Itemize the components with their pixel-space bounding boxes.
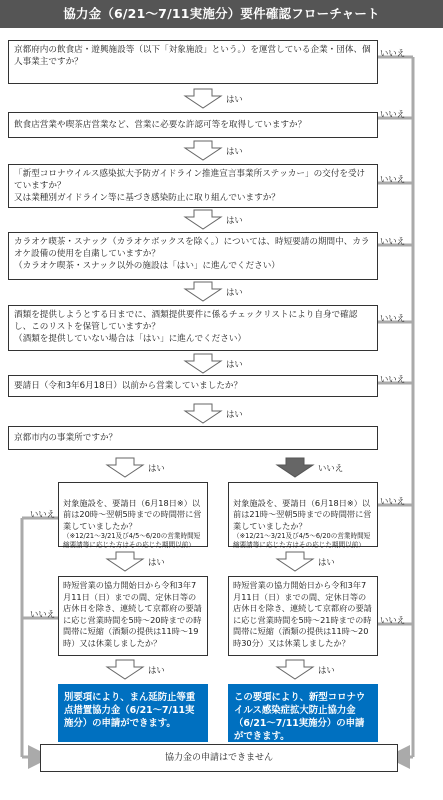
question-box-9-right: 時短営業の協力開始日から令和3年7月11日（日）までの間、定休日等の店休日を除き、連続して京都府の要請に応じ営業時間を5時～21時までの時間帯に短縮（酒類の提供は11時～20時30分）又は休業しましたか？ (228, 576, 378, 656)
question-box-3: 「新型コロナウイルス感染拡大予防ガイドライン推進宣言事業所ステッカー」の交付を受けていますか？ 又は業種別ガイドライン等に基づき感染防止に取り組んでいますか？ (8, 164, 378, 208)
no-label: いいえ (380, 496, 406, 506)
yes-label: はい (226, 215, 243, 225)
no-label: いいえ (380, 615, 406, 625)
question-8-right-text: 対象施設を、要請日（6月18日※）以前は21時～翌朝5時までの時間帯に営業していましたか？ (233, 497, 372, 531)
no-label: いいえ (380, 174, 406, 184)
dark-down-arrow (277, 458, 313, 477)
no-label: いいえ (30, 609, 56, 619)
question-box-9-left: 時短営業の協力開始日から令和3年7月11日（日）までの間、定休日等の店休日を除き、連続して京都府の要請に応じ営業時間を5時～20時までの時間帯に短縮（酒類の提供は11時～19時）又は休業しましたか？ (58, 576, 208, 656)
question-8-right-note: （※12/21～3/21及び4/5～6/20の営業時間短縮要請等に応じた方はその応じた期間以前） (233, 532, 371, 549)
yes-label: はい (226, 94, 243, 104)
no-label: いいえ (380, 374, 406, 384)
yes-label: はい (318, 557, 335, 567)
question-box-8-right (228, 482, 378, 547)
question-box-1: 京都府内の飲食店・遊興施設等（以下「対象施設」という。）を運営している企業・団体、個人事業主ですか？ (8, 40, 378, 84)
result-box-left: 別要項により、まん延防止等重点措置協力金（6/21～7/11実施分）の申請ができます。 (58, 684, 208, 742)
yes-label: はい (148, 557, 165, 567)
yes-label: はい (226, 287, 243, 297)
yes-label: はい (226, 409, 243, 419)
down-arrow (277, 660, 313, 679)
yes-label: はい (318, 665, 335, 675)
down-arrow (185, 141, 221, 160)
question-box-6: 要請日（令和3年6月18日）以前から営業していましたか？ (8, 375, 378, 397)
no-label: いいえ (30, 509, 56, 519)
question-box-7: 京都市内の事業所ですか？ (8, 426, 378, 450)
no-label: いいえ (380, 109, 406, 119)
down-arrow (185, 210, 221, 229)
question-box-4: カラオケ喫茶・スナック（カラオケボックスを除く。）については、時短要請の期間中、カラオケ設備の使用を自粛していますか？ （カラオケ喫茶・スナック以外の施設は「はい」に進んでください） (8, 232, 378, 280)
result-box-right: この要項により、新型コロナウイルス感染症拡大防止協力金（6/21～7/11実施分）の申請ができます。 (228, 684, 378, 742)
down-arrow (185, 404, 221, 423)
no-label: いいえ (380, 48, 406, 58)
down-arrow (107, 660, 143, 679)
down-arrow (185, 89, 221, 108)
down-arrow (107, 458, 143, 477)
question-box-5: 酒類を提供しようとする日までに、酒類提供要件に係るチェックリストにより自身で確認し、このリストを保管していますか？ （酒類を提供していない場合は「はい」に進んでください） (8, 305, 378, 351)
no-label: いいえ (380, 236, 406, 246)
question-box-2: 飲食店営業や喫茶店営業など、営業に必要な許認可等を取得していますか？ (8, 112, 378, 138)
page-title: 協力金（6/21～7/11実施分）要件確認フローチャート (0, 0, 443, 28)
no-label: いいえ (318, 463, 344, 473)
yes-label: はい (226, 146, 243, 156)
no-label: いいえ (380, 313, 406, 323)
yes-label: はい (148, 665, 165, 675)
down-arrow (185, 282, 221, 301)
question-box-8-left (58, 482, 208, 547)
down-arrow (185, 354, 221, 373)
result-box-end: 協力金の申請はできません (40, 744, 398, 772)
yes-label: はい (226, 359, 243, 369)
yes-label: はい (148, 463, 165, 473)
question-8-left-text: 対象施設を、要請日（6月18日※）以前は20時～翌朝5時までの時間帯に営業していましたか？ (63, 497, 202, 531)
question-8-left-note: （※12/21～3/21及び4/5～6/20の営業時間短縮要請等に応じた方はその応じた期間以前） (63, 532, 201, 549)
